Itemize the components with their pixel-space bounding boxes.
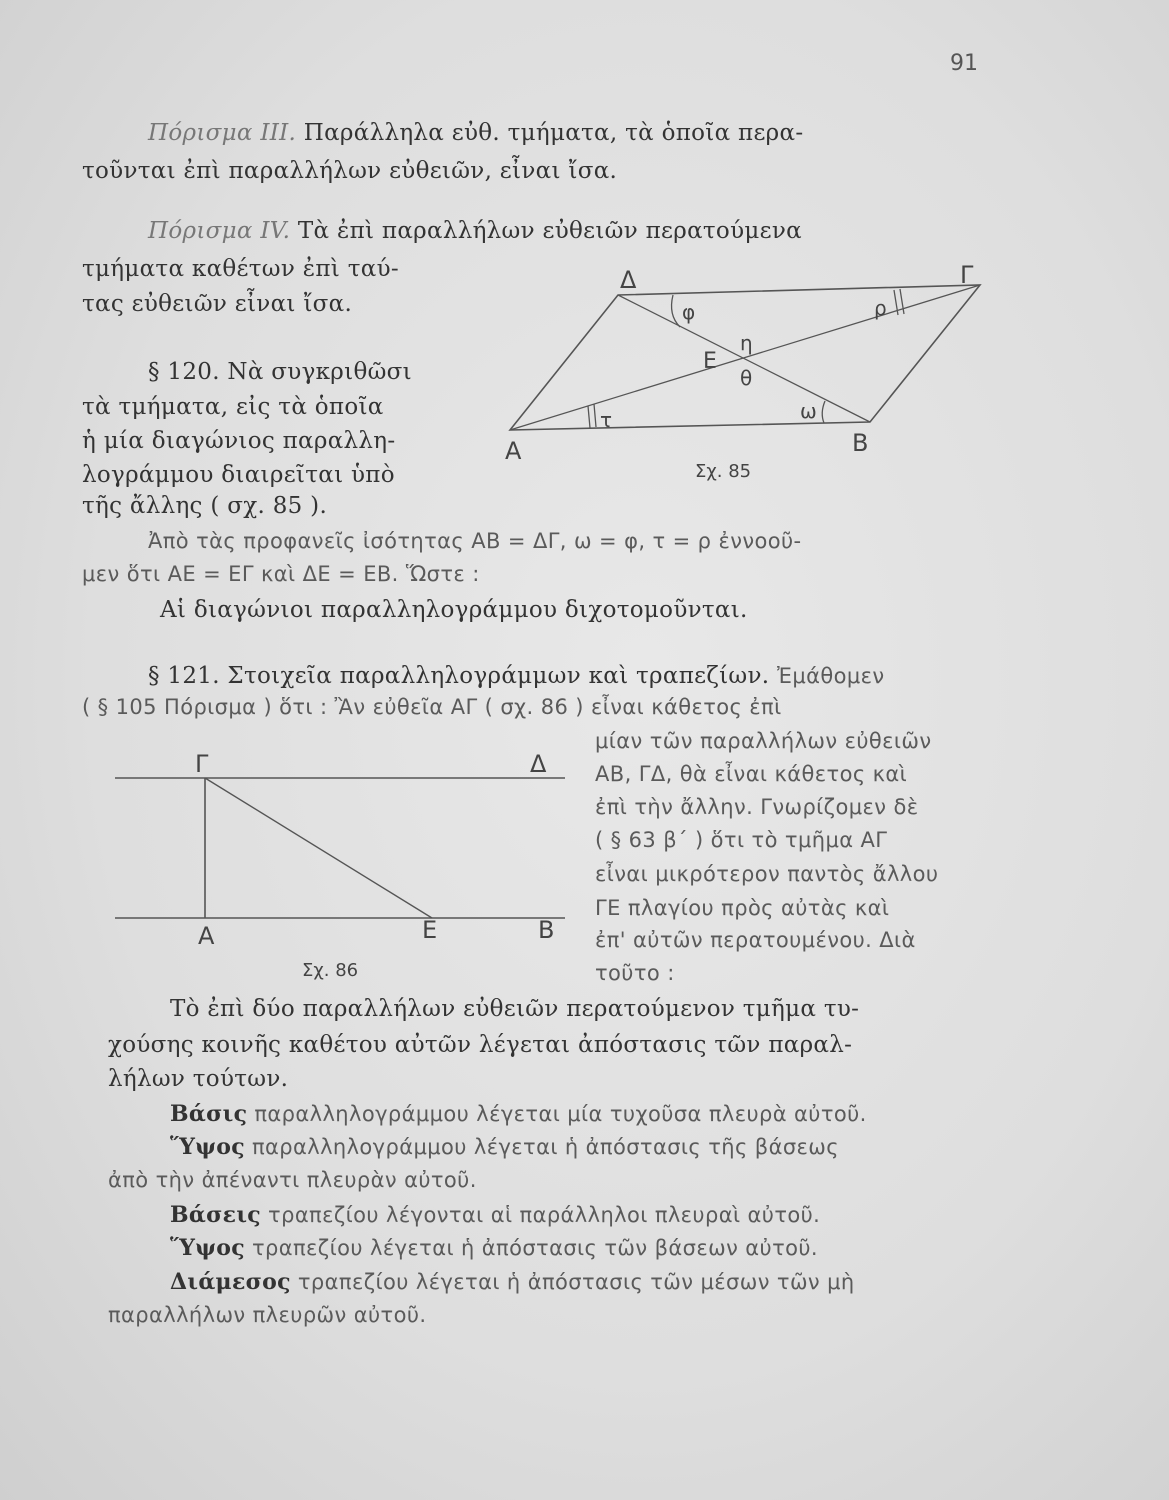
fig86-label-D: Δ [530, 750, 547, 778]
fig85-label-omega: ω [800, 399, 817, 423]
fig85-label-B: Β [852, 429, 869, 457]
section-121-line-2: ( § 105 Πόρισμα ) ὅτι : Ἂν εὐθεῖα ΑΓ ( σχ. 86 ) εἶναι κάθετος ἐπὶ [82, 695, 782, 719]
section-120-line-5: τῆς ἄλλης ( σχ. 85 ). [82, 493, 328, 519]
fig85-label-E: Ε [703, 349, 717, 374]
corollary-3-line-1: Πόρισμα III. Παράλληλα εὐθ. τμήματα, τὰ ὁποῖα περα- [148, 120, 804, 146]
fig85-label-tau: τ [600, 408, 613, 432]
section-120-title: § 120. Νὰ συγκριθῶσι [148, 359, 412, 385]
page-number: 91 [950, 51, 978, 76]
section-120-line-3: ἡ μία διαγώνιος παραλλη- [82, 428, 396, 454]
figure-85 [490, 255, 1010, 485]
def-height-trapezoid: Ὕψος τραπεζίου λέγεται ἡ ἀπόστασις τῶν βάσεων αὐτοῦ. [170, 1235, 818, 1261]
def-median-trapezoid-cont: παραλλήλων πλευρῶν αὐτοῦ. [108, 1303, 427, 1327]
section-121-title-line: § 121. Στοιχεῖα παραλληλογράμμων καὶ τραπεζίων. Ἐμάθομεν [148, 663, 885, 689]
corollary-4-label: Πόρισμα IV. [148, 218, 291, 244]
fig86-caption: Σχ. 86 [302, 960, 359, 981]
fig86-label-A: Α [198, 922, 215, 950]
section-121-right-7: ἐπ' αὐτῶν περατουμένου. Διὰ [595, 928, 916, 952]
def-bases-trapezoid: Βάσεις τραπεζίου λέγονται αἱ παράλληλοι πλευραὶ αὐτοῦ. [170, 1202, 821, 1228]
section-121-right-1: μίαν τῶν παραλλήλων εὐθειῶν [595, 729, 932, 753]
fig85-label-phi: φ [682, 300, 696, 324]
section-120-line-4: λογράμμου διαιρεῖται ὑπὸ [82, 462, 395, 488]
fig85-label-theta: θ [740, 366, 753, 390]
section-121-right-5: εἶναι μικρότερον παντὸς ἄλλου [595, 862, 939, 886]
diagonal-AG [510, 285, 980, 430]
def-base-parallelogram: Βάσις παραλληλογράμμου λέγεται μία τυχοῦσα πλευρὰ αὐτοῦ. [170, 1101, 867, 1127]
angle-tau-mark-1 [588, 406, 590, 428]
corollary-3-line-2: τοῦνται ἐπὶ παραλλήλων εὐθειῶν, εἶναι ἴσα. [82, 158, 618, 184]
section-121-right-8: τοῦτο : [595, 961, 675, 985]
fig85-label-D: Δ [620, 266, 637, 294]
def-median-trapezoid: Διάμεσος τραπεζίου λέγεται ἡ ἀπόστασις τῶν μέσων τῶν μὴ [170, 1269, 855, 1295]
section-121-right-3: ἐπὶ τὴν ἄλλην. Γνωρίζομεν δὲ [595, 795, 919, 819]
section-121-right-4: ( § 63 β΄ ) ὅτι τὸ τμῆμα ΑΓ [595, 828, 888, 852]
section-121-title: § 121. Στοιχεῖα παραλληλογράμμων καὶ τραπεζίων. [148, 663, 770, 689]
section-120-conclusion: Αἱ διαγώνιοι παραλληλογράμμου διχοτομοῦνται. [160, 597, 748, 623]
section-121-right-2: ΑΒ, ΓΔ, θὰ εἶναι κάθετος καὶ [595, 762, 908, 786]
figure-86 [110, 750, 570, 990]
fig85-label-G: Γ [960, 261, 974, 289]
fig85-caption: Σχ. 85 [695, 461, 752, 482]
angle-tau-mark-2 [594, 404, 596, 427]
angle-rho-mark-2 [900, 289, 904, 314]
def-height-parallelogram-cont: ἀπὸ τὴν ἀπέναντι πλευρὰν αὐτοῦ. [108, 1168, 477, 1192]
fig86-label-B: Β [538, 916, 555, 944]
corollary-4-line-1: Πόρισμα IV. Τὰ ἐπὶ παραλλήλων εὐθειῶν περατούμενα [148, 218, 802, 244]
fig86-label-G: Γ [195, 750, 209, 778]
distance-def-line-1: Τὸ ἐπὶ δύο παραλλήλων εὐθειῶν περατούμενον τμῆμα τυ- [170, 996, 860, 1022]
def-height-parallelogram: Ὕψος παραλληλογράμμου λέγεται ἡ ἀπόστασις τῆς βάσεως [170, 1134, 840, 1160]
fig85-label-rho: ρ [874, 296, 887, 320]
oblique-GE [205, 778, 432, 918]
fig85-label-eta: η [740, 331, 753, 355]
section-121-right-6: ΓΕ πλαγίου πρὸς αὐτὰς καὶ [595, 896, 890, 920]
distance-def-line-3: λήλων τούτων. [108, 1066, 289, 1092]
section-120-line-2: τὰ τμήματα, εἰς τὰ ὁποῖα [82, 394, 384, 420]
diagonal-DB [618, 295, 870, 422]
fig86-label-E: Ε [422, 916, 438, 944]
section-120-body-2: μεν ὅτι ΑΕ = ΕΓ καὶ ΔΕ = ΕΒ. Ὥστε : [82, 562, 480, 586]
corollary-3-label: Πόρισμα III. [148, 120, 297, 146]
fig85-label-A: Α [505, 437, 522, 465]
corollary-4-line-3: τας εὐθειῶν εἶναι ἴσα. [82, 291, 353, 317]
distance-def-line-2: χούσης κοινῆς καθέτου αὐτῶν λέγεται ἀπόστασις τῶν παραλ- [108, 1032, 853, 1058]
corollary-4-line-2: τμήματα καθέτων ἐπὶ ταύ- [82, 256, 399, 282]
section-120-body-1: Ἀπὸ τὰς προφανεῖς ἰσότητας ΑΒ = ΔΓ, ω = φ, τ = ρ ἐννοοῦ- [148, 529, 802, 553]
angle-omega-arc [822, 401, 825, 423]
